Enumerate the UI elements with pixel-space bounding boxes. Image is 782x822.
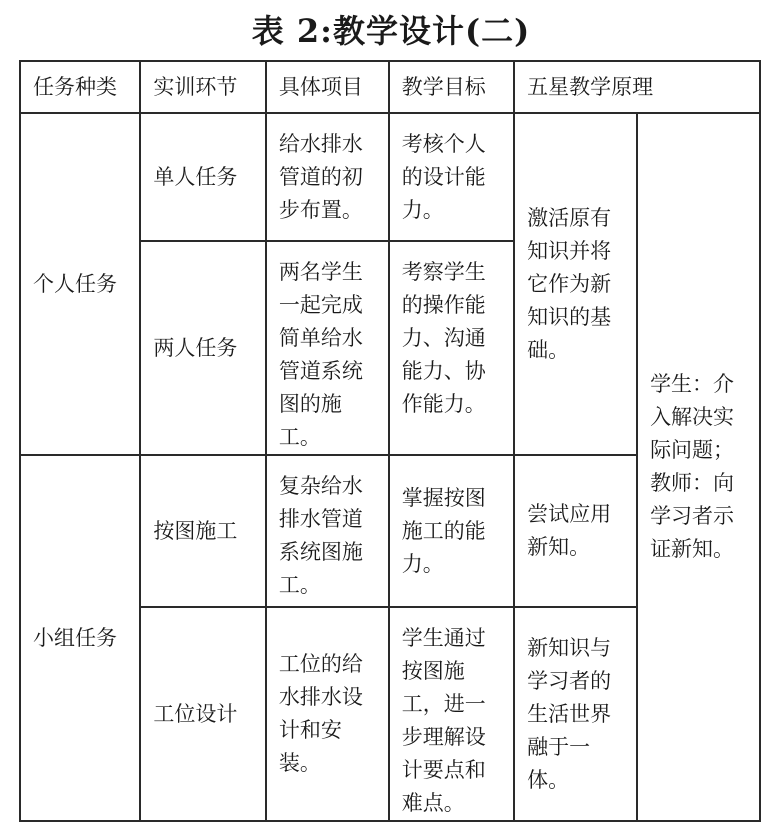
stage-cell: 单人任务 (140, 113, 265, 241)
principle-apply: 尝试应用新知。 (514, 455, 637, 607)
header-principle: 五星教学原理 (514, 61, 760, 113)
table-title: 表 2:教学设计(二) (251, 12, 531, 50)
principle-activate: 激活原有知识并将它作为新知识的基础。 (514, 113, 637, 455)
project-cell: 两名学生一起完成简单给水管道系统图的施工。 (266, 241, 389, 455)
principle-demonstrate: 学生：介入解决实际问题；教师：向学习者示证新知。 (637, 113, 760, 821)
group-individual: 个人任务 (20, 113, 140, 455)
group-team: 小组任务 (20, 455, 140, 821)
header-stage: 实训环节 (140, 61, 265, 113)
project-cell: 复杂给水排水管道系统图施工。 (266, 455, 389, 607)
header-goal: 教学目标 (389, 61, 514, 113)
header-category: 任务种类 (20, 61, 140, 113)
project-cell: 工位的给水排水设计和安装。 (266, 607, 389, 821)
header-row (20, 61, 760, 113)
goal-cell: 考核个人的设计能力。 (389, 113, 514, 241)
stage-cell: 按图施工 (140, 455, 265, 607)
goal-cell: 考察学生的操作能力、沟通能力、协作能力。 (389, 241, 514, 455)
project-cell: 给水排水管道的初步布置。 (266, 113, 389, 241)
goal-cell: 学生通过按图施工，进一步理解设计要点和难点。 (389, 607, 514, 821)
header-project: 具体项目 (266, 61, 389, 113)
table-row (20, 113, 760, 241)
stage-cell: 两人任务 (140, 241, 265, 455)
stage-cell: 工位设计 (140, 607, 265, 821)
goal-cell: 掌握按图施工的能力。 (389, 455, 514, 607)
principle-integrate: 新知识与学习者的生活世界融于一体。 (514, 607, 637, 821)
teaching-design-table (19, 60, 761, 822)
